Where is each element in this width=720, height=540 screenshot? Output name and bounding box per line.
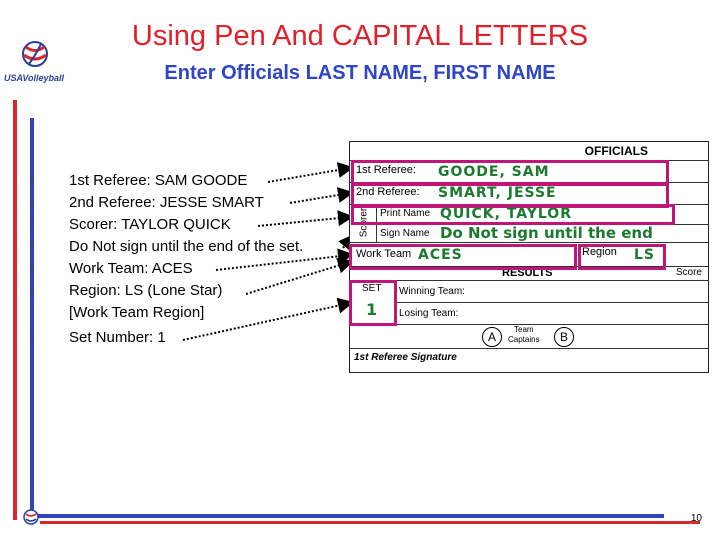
bullet-text: [Work Team Region] — [69, 304, 205, 321]
arrow-region — [246, 262, 350, 294]
arrow-work-team — [216, 255, 350, 270]
bullet-marker: • — [30, 262, 34, 274]
handwritten-scorer: QUICK, TAYLOR — [440, 206, 572, 222]
handwritten-second-referee: SMART, JESSE — [438, 185, 557, 201]
bullet-text: Scorer: TAYLOR QUICK — [69, 216, 231, 233]
winning-team-row — [394, 280, 709, 303]
bullet-marker: • — [30, 174, 34, 186]
bullet-text: Set Number: 1 — [69, 329, 166, 346]
signature-row — [350, 348, 708, 371]
arrow-set — [183, 303, 350, 340]
bullet-text: 2nd Referee: JESSE SMART — [69, 194, 264, 211]
page-number: 10 — [690, 513, 702, 524]
set-label: SET — [362, 283, 382, 294]
form-header: OFFICIALS — [584, 144, 648, 158]
small-volleyball-icon — [22, 508, 40, 526]
handwritten-first-referee: GOODE, SAM — [438, 164, 550, 180]
bullet-marker: • — [30, 331, 34, 343]
results-label: RESULTS — [502, 267, 553, 279]
bullet-marker: • — [30, 240, 34, 252]
bullet-text: Do Not sign until the end of the set. — [69, 238, 304, 255]
bullet-text: Region: LS (Lone Star) — [69, 282, 223, 299]
first-referee-label: 1st Referee: — [356, 164, 416, 176]
left-red-bar — [13, 100, 17, 520]
circle-b-icon: B — [554, 327, 574, 347]
captains-row — [350, 324, 708, 349]
sign-name-label: Sign Name — [380, 228, 430, 239]
team-captains-label: Team Captains — [508, 325, 540, 344]
slide-subtitle: Enter Officials LAST NAME, FIRST NAME — [164, 62, 556, 84]
slide-title: Using Pen And CAPITAL LETTERS — [131, 20, 589, 52]
winning-team-label: Winning Team: — [399, 286, 465, 297]
bullet-marker: • — [30, 284, 34, 296]
arrow-scorer — [258, 217, 350, 226]
score-label: Score — [675, 267, 702, 278]
bullet-marker: • — [30, 196, 34, 208]
handwritten-work-team: ACES — [418, 247, 463, 263]
bullet-text: 1st Referee: SAM GOODE — [69, 172, 248, 189]
highlight-work-team — [349, 244, 577, 270]
logo-wordmark: USAVolleyball — [4, 73, 65, 83]
region-label: Region — [582, 246, 617, 258]
first-referee-signature-label: 1st Referee Signature — [354, 352, 457, 363]
print-name-label: Print Name — [380, 208, 431, 219]
arrow-second-referee — [290, 193, 350, 203]
bullet-text: Work Team: ACES — [69, 260, 193, 277]
handwritten-region: LS — [634, 247, 656, 263]
losing-team-row — [394, 302, 709, 325]
second-referee-label: 2nd Referee: — [356, 186, 420, 198]
arrow-first-referee — [268, 168, 350, 182]
scorer-label: Scorer — [358, 207, 370, 238]
bottom-blue-bar — [34, 514, 664, 518]
handwritten-set-number: 1 — [366, 300, 379, 319]
work-team-label: Work Team — [356, 248, 412, 260]
circle-a-icon: A — [482, 327, 502, 347]
bottom-red-bar — [40, 521, 700, 524]
bullet-marker: • — [30, 218, 34, 230]
handwritten-sign-note: Do Not sign until the end — [440, 224, 653, 242]
losing-team-label: Losing Team: — [399, 308, 459, 319]
